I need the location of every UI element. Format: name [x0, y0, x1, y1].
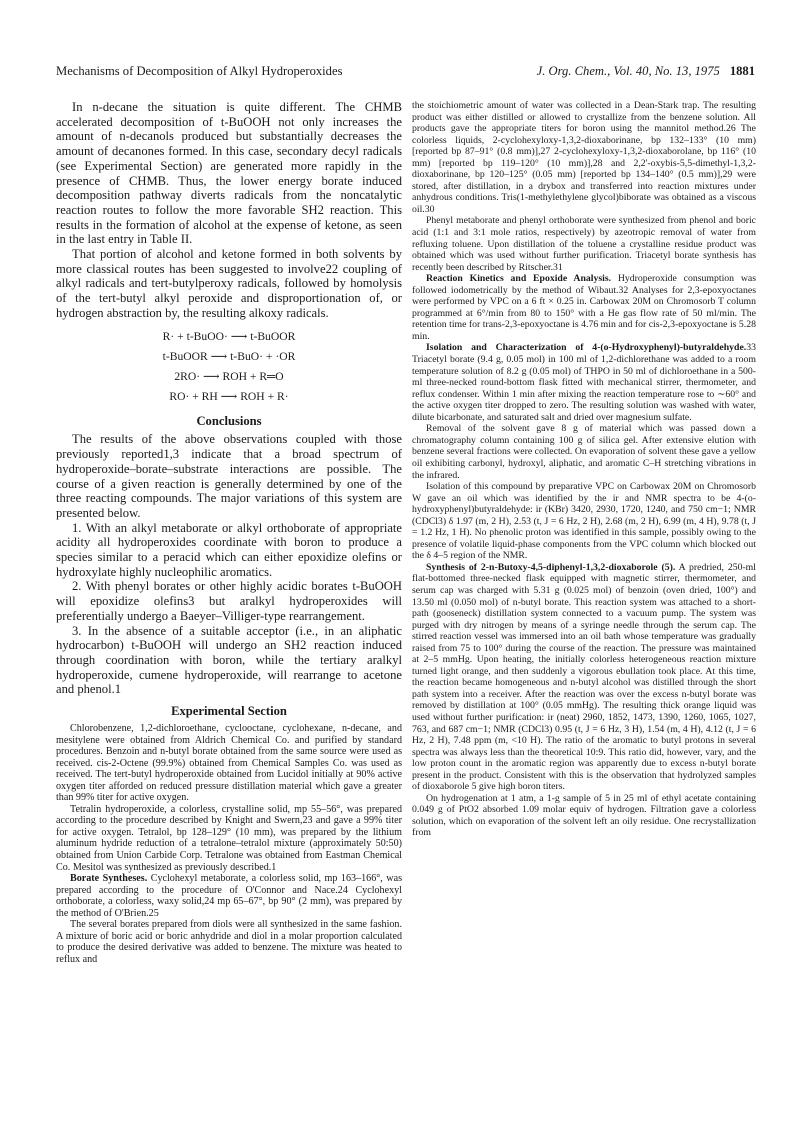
paragraph: Tetralin hydroperoxide, a colorless, crystalline solid, mp 55–56°, was prepared according to the procedure described by Knight and Swern,23 and gave a 99% titer for active oxygen. Tetralol, bp 128–129° (10 mm), was prepared by the lithium aluminum hydride reduction of a tetralone–tetralol mixture (approximately 50:50) obtained from Union Carbide Corp. Tetralone was obtained from Eastman Chemical Co. Mesitol was synthesized as previously described.1: [56, 803, 402, 873]
run-in-heading: Isolation and Characterization of 4-(o-Hydroxyphenyl)-butyraldehyde.: [426, 342, 747, 354]
journal-citation: [537, 64, 755, 79]
paragraph: [56, 873, 402, 919]
right-column: [412, 100, 756, 839]
running-title: Mechanisms of Decomposition of Alkyl Hydroperoxides: [56, 64, 343, 78]
run-in-heading: Reaction Kinetics and Epoxide Analysis.: [426, 273, 612, 285]
paragraph-text: Hydroperoxide consumption was followed iodometrically by the method of Wibaut.32 Analyses for 2,3-epoxyoctanes were performed by VPC on a 6 ft × 0.25 in. Carbowax 20M on Chromosorb T column programmed at 6°/min from 80 to 150° with a He gas flow rate of 50 ml/min. The retention time for trans-2,3-epoxyoctane is 4.76 min and for cis-2,3-epoxyoctane is 5.28 min.: [412, 273, 757, 342]
run-in-heading: Borate Syntheses.: [70, 873, 148, 885]
paragraph: Isolation of this compound by preparative VPC on Carbowax 20M on Chromosorb W gave an oil which was identified by the ir and NMR spectra to be 4-(o-hydroxyphenyl)butyraldehyde: ir (KBr) 3420, 2930, 1720, 1240, and 750 cm−1; NMR (CDCl3) δ 1.97 (m, 2 H), 2.53 (t, J = 6 Hz, 2 H), 2.68 (m, 2 H), 6.99 (m, 4 H), 9.78 (t, J = 1.2 Hz, 1 H). No phenolic proton was identified in this sample, possibly owing to the presence of volatile liquid-phase components from the VPC column which blocked out the δ 4–5 region of the NMR.: [412, 481, 756, 562]
equation: RO· + RH ⟶ ROH + R·: [169, 389, 289, 403]
paragraph: 3. In the absence of a suitable acceptor (i.e., in an aliphatic hydrocarbon) t-BuOOH will undergo an SH2 reaction induced through coordination with boron, while the tertiary aralkyl hydroperoxide, cumene hydroperoxide, will rearrange to acetone and phenol.1: [56, 623, 402, 697]
conclusions-list: [56, 432, 402, 697]
equation: 2RO· ⟶ ROH + R═O: [174, 369, 284, 383]
paragraph-text: Cyclohexyl metaborate, a colorless solid, mp 163–166°, was prepared according to the procedure of O'Connor and Nace.24 Cyclohexyl orthoborate, a colorless, waxy solid,24 mp 65–67°, bp 90° (2 mm), was prepared by the method of O'Brien.25: [56, 873, 402, 919]
paragraph: the stoichiometric amount of water was collected in a Dean-Stark trap. The resulting product was either distilled or allowed to crystallize from the benzene solution. All products gave the appropriate titers for boron using the mannitol method.26 The colorless liquids, 2-cyclohexyloxy-1,3,2-dioxaborinane, bp 132–133° (10 mm) [reported bp 87–91° (0.8 mm)],27 2-cyclohexyloxy-1,3,2-dioxaborolane, bp 116° (10 mm) [reported bp 119–120° (10 mm)],28 and 2,2'-oxybis-5,5-dimethyl-1,3,2-dioxaborinane, bp 120–125° (0.05 mm) [reported bp 134–140° (0.5 mm)],29 were stored, after distillation, in a drybox and transferred into reaction mixtures under anhydrous conditions. Tris(1-methylethylene glycol)biborate was obtained as a viscous oil.30: [412, 100, 756, 215]
paragraph: The several borates prepared from diols were all synthesized in the same fashion. A mixture of boric acid or boric anhydride and diol in a molar proportion calculated to produce the desired derivative was added to benzene. The mixture was heated to reflux and: [56, 919, 402, 965]
paragraph: [412, 562, 756, 793]
run-in-heading: Synthesis of 2-n-Butoxy-4,5-diphenyl-1,3,2-dioxaborole (5).: [426, 561, 676, 573]
paragraph: 1. With an alkyl metaborate or alkyl orthoborate of appropriate acidity all hydroperoxides coordinate with boron to produce a species similar to a peracid which can either epoxidize olefins or hydroxylate highly nucleophilic aromatics.: [56, 520, 402, 579]
page-header: [56, 64, 755, 86]
paragraph-text: 33 Triacetyl borate (9.4 g, 0.05 mol) in 100 ml of 1,2-dichlorethane was added to a room temperature solution of 8.2 g (0.05 mol) of THPO in 50 ml of dichloroethane in a 500-ml three-necked round-bottom flask fitted with mechanical stirrer, thermometer, and reflux condenser. Within 1 min after mixing the reaction temperature rose to ∼60° and the active oxygen titer dropped to zero. The resulting solution was washed with water, dilute bicarbonate, and saturated salt and dried over magnesium sulfate.: [412, 342, 756, 423]
paragraph: Chlorobenzene, 1,2-dichloroethane, cyclooctane, cyclohexane, n-decane, and mesitylene were obtained from Aldrich Chemical Co. and purified by standard procedures. Benzoin and n-butyl borate obtained from the same source were used as received. cis-2-Octene (99.9%) obtained from Chemical Samples Co. was used as received. The tert-butyl hydroperoxide obtained from Lucidol initially at 90% active oxygen titer afforded on reduced pressure distillation material which gave a greater than 99% titer for active oxygen.: [56, 723, 402, 804]
paragraph: Removal of the solvent gave 8 g of material which was passed down a chromatography column containing 100 g of silica gel. After extensive elution with benzene several fractions were collected. On evaporation of solvent these gave a yellow oil exhibiting carbonyl, hydroxyl, aliphatic, and aromatic C–H stretching vibrations in the infrared.: [412, 423, 756, 481]
left-column: [56, 100, 402, 966]
paragraph: In n-decane the situation is quite different. The CHMB accelerated decomposition of t-BuOOH not only increases the amount of n-decanols produced but substantially decreases the amount of decanones formed. In this case, secondary decyl radicals (see Experimental Section) are generated more rapidly in the presence of CHMB. Thus, the lower energy borate induced decomposition pathway diverts radicals from the noncatalytic reaction routes to follow the more favorable SH2 reaction. This results in the formation of alcohol at the expense of ketone, as seen in the last entry in Table II.: [56, 100, 402, 247]
equation: R· + t-BuOO· ⟶ t-BuOOR: [162, 329, 296, 343]
equation: t-BuOOR ⟶ t-BuO· + ·OR: [162, 349, 296, 363]
equation-block: [56, 327, 402, 407]
paragraph: 2. With phenyl borates or other highly acidic borates t-BuOOH will epoxidize olefins3 but aralkyl hydroperoxides will preferentially undergo a Baeyer–Villiger-type rearrangement.: [56, 579, 402, 623]
experimental-text: [56, 723, 402, 965]
paragraph: The results of the above observations coupled with those previously reported1,3 indicate that a broad spectrum of hydroperoxide–borate–substrate interactions are possible. The course of a given reaction is generally determined by one of the three reacting compounds. The major variations of this system are presented below.: [56, 432, 402, 520]
paragraph: Phenyl metaborate and phenyl orthoborate were synthesized from phenol and boric acid (1:1 and 3:1 mole ratios, respectively) by azeotropic removal of water from refluxing toluene. Upon distillation of the toluene a crystalline residue product was obtained which was used without further purification. Triacetyl borate synthesis has recently been described by Ritscher.31: [412, 215, 756, 273]
section-heading: Experimental Section: [171, 704, 287, 719]
paragraph: That portion of alcohol and ketone formed in both solvents by more classical routes has been suggested to involve22 coupling of alkyl radicals and tert-butylperoxy radicals, followed by homolysis of the tert-butyl alkyl peroxide and disproportionation of, or hydrogen abstraction by, the resulting alkoxy radicals.: [56, 247, 402, 320]
page-number: 1881: [729, 64, 755, 78]
section-heading: Conclusions: [196, 413, 262, 428]
paragraph: [412, 342, 756, 423]
paragraph: [412, 273, 756, 342]
paragraph: On hydrogenation at 1 atm, a 1-g sample of 5 in 25 ml of ethyl acetate containing 0.049 g of PtO2 absorbed 1.09 molar equiv of hydrogen. Filtration gave a colorless solution, which on evaporation of the solvent left an oily residue. One recrystallization from: [412, 792, 756, 839]
paragraph-text: A predried, 250-ml flat-bottomed three-necked flask equipped with magnetic stirrer, thermometer, and serum cap was charged with 5.31 g (0.025 mol) of benzoin (oven dried, 100°) and 13.50 ml (0.050 mol) of n-butyl borate. This reaction system was attached to a short-path (gooseneck) distillation system connected to a vacuum pump. The system was purged with dry nitrogen by means of a syringe needle through the serum cap. The stirred reaction vessel was immersed into an oil bath whose temperature was gradually raised from 75 to 100° during the course of the reaction. The pressure was maintained at 2–5 mmHg. Upon heating, the initially colorless heterogeneous reaction mixture turned light orange, and then suddenly a vigorous ebullation took place. At this time, the reaction became homogeneous and n-butyl alcohol was distilled through the short path system into a receiver. After the reaction was over the excess n-butyl borate was removed by distillation at 100° (0.05 mmHg). The resulting thick orange liquid was used without further purification: ir (neat) 2960, 1852, 1473, 1390, 1260, 1065, 1027, 763, and 687 cm−1; NMR (CDCl3) 0.95 (t, J = 6 Hz, 3 H), 1.54 (m, 4 H), 4.12 (t, J = 6 Hz, 2 H), 7.48 ppm (m, <10 H). The ratio of the aromatic to butyl protons in several spectra was always less than the theoretical 10:9. This ratio did, however, vary, and the low proton count in the aromatic region was apparently due to excess n-butyl borate present in the product. Consistent with this is the observation that hydrolyzed samples of dioxaborole 5 give high boron titers.: [412, 561, 756, 793]
journal-name: J. Org. Chem., Vol. 40, No. 13, 1975: [536, 64, 720, 78]
